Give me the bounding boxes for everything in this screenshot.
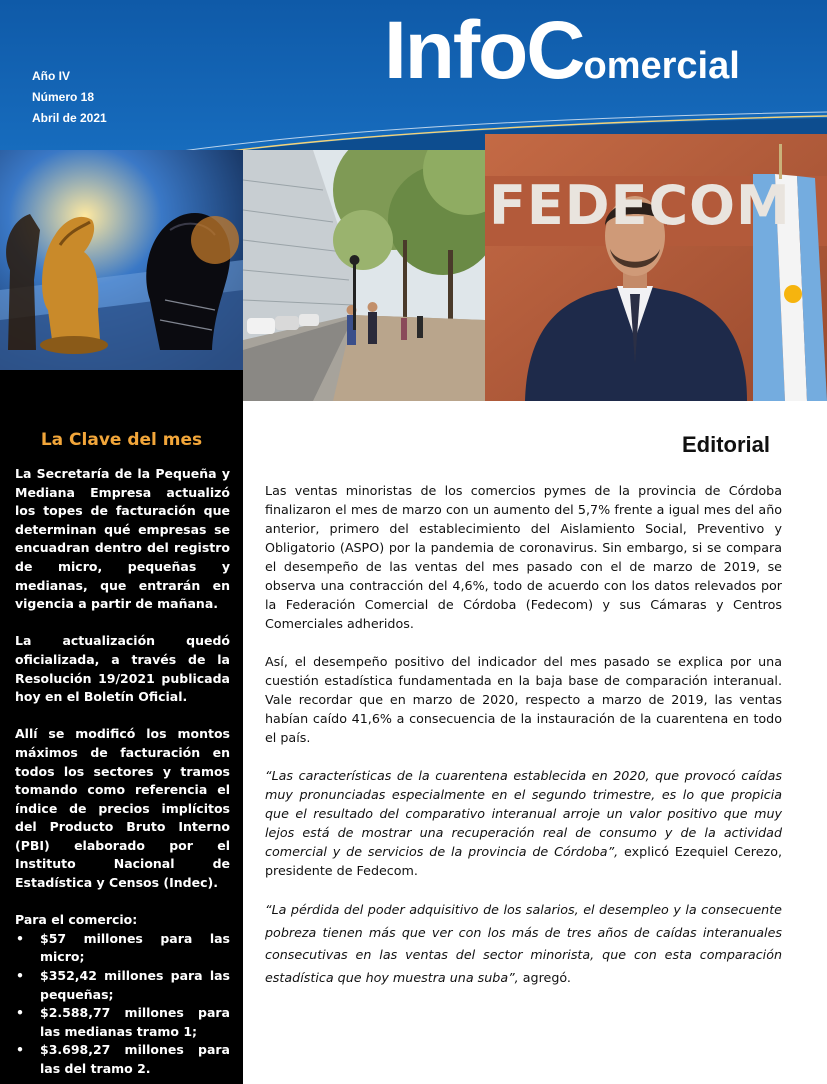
- editorial-paragraph: Las ventas minoristas de los comercios pymes de la provincia de Córdoba finalizaron el mes de marzo con un aumento del 5,7% frente a igual mes del año anterior, primero del establecimiento del Aislamiento Social, Preventivo y Obligatorio (ASPO) por la pandemia de coronavirus. Sin embargo, si se compara el desempeño de las ventas del mes pasado con el de marzo de 2019, se observa una contracción del 4,6%, todo de acuerdo con los datos relevados por la Federación Comercial de Córdoba (Fedecom) y sus Cámaras y Centros Comerciales adheridos.: [265, 483, 782, 631]
- sidebar-paragraph: La Secretaría de la Pequeña y Mediana Empresa actualizó los topes de facturación que determinan qué empresas se encuadran dentro del registro de micro, pequeñas y medianas, que entrarán en vigencia a partir de mañana.: [15, 466, 230, 612]
- list-item: • $57 millones para las micro;: [40, 930, 230, 967]
- list-item: • $352,42 millones para las pequeñas;: [40, 967, 230, 1004]
- issue-date: Abril de 2021: [32, 111, 107, 125]
- sidebar-body: [15, 465, 230, 1079]
- editorial-paragraph: Así, el desempeño positivo del indicador del mes pasado se explica por una cuestión estadística fundamentada en la baja base de comparación interanual. Vale recordar que en marzo de 2020, respecto a marzo de 2019, las ventas habían caído 41,6% a consecuencia de la instauración de la cuarentena en todo el país.: [265, 654, 782, 745]
- brand-logo: [384, 4, 740, 98]
- quote-text: “Las características de la cuarentena establecida en 2020, que provocó caídas muy pronunciadas especialmente en el segundo trimestre, es lo que propicia que el resultado del comparativo interanual arroje un valor positivo que muy lejos está de mostrar una recuperación real de consumo y de la actividad comercial y de servicios de la provincia de Córdoba”,: [265, 768, 782, 859]
- quote-attribution: explicó Ezequiel Cerezo, presidente de Fedecom.: [265, 844, 782, 878]
- issue-number: Número 18: [32, 90, 95, 104]
- brand-c: C: [526, 5, 584, 96]
- sidebar-paragraph: Allí se modificó los montos máximos de facturación en todos los sectores y tramos tomando como referencia el índice de precios implícitos del Producto Bruto Interno (PBI) elaborado por el Instituto Nacional de Estadística y Censos (Indec).: [15, 726, 230, 891]
- editorial-title: Editorial: [682, 432, 771, 457]
- fedecom-sign: FEDECOM: [489, 174, 791, 237]
- sidebar-list: [15, 930, 230, 1079]
- sidebar-list-lead: Para el comercio:: [15, 912, 138, 928]
- issue-year: Año IV: [32, 69, 70, 83]
- sidebar-key-of-month: [0, 370, 243, 1084]
- quote-text: “La pérdida del poder adquisitivo de los salarios, el desempleo y la consecuente pobreza tienen más que ver con los más de tres años de caídas interanuales consecutivas en las ventas del sector minorista, que con esta comparación estadística que hoy muestra una suba”,: [265, 902, 782, 985]
- list-item: • $3.698,27 millones para las del tramo 2.: [40, 1041, 230, 1078]
- chess-photo: [0, 150, 243, 370]
- list-item: • $2.588,77 millones para las medianas tramo 1;: [40, 1004, 230, 1041]
- brand-info: Info: [384, 5, 527, 96]
- street-photo: [243, 150, 485, 401]
- issue-info: [32, 66, 107, 129]
- sidebar-title: La Clave del mes: [40, 430, 203, 450]
- brand-omercial: omercial: [583, 45, 740, 87]
- sidebar-paragraph: La actualización quedó oficializada, a través de la Resolución 19/2021 publicada hoy en el Boletín Oficial.: [15, 633, 230, 705]
- editorial-quote-paragraph: [265, 766, 782, 880]
- fedecom-photo: [485, 134, 827, 401]
- editorial-body: [265, 481, 782, 1008]
- editorial-quote-paragraph: [265, 899, 782, 989]
- quote-attribution: agregó.: [518, 969, 571, 985]
